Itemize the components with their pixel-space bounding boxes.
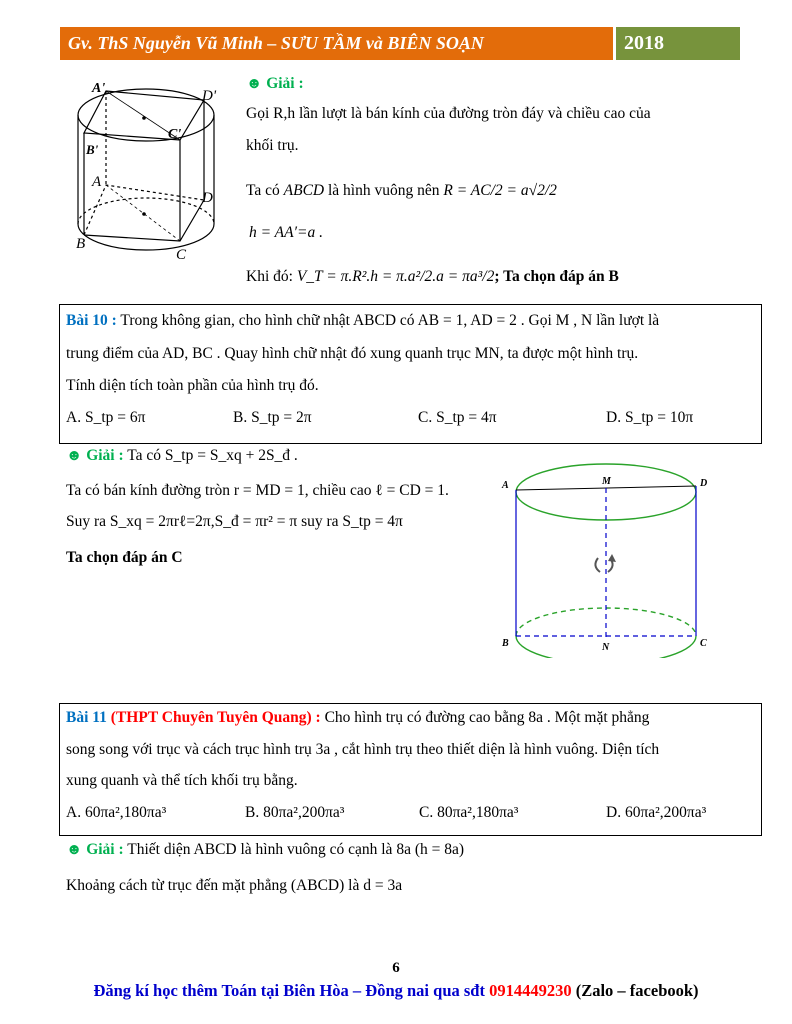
cylinder-figure-1	[72, 78, 232, 263]
header-year: 2018	[616, 27, 740, 60]
bai11-option-b: B. 80πa²,200πa³	[245, 804, 345, 821]
sol9-heading: ☻ Giải :	[246, 75, 304, 92]
bai11-line1: Bài 11 (THPT Chuyên Tuyên Quang) : Cho hình trụ có đường cao bằng 8a . Một mặt phẳng	[66, 709, 650, 726]
bai11-option-c: C. 80πa²,180πa³	[419, 804, 519, 821]
bai11-option-a: A. 60πa²,180πa³	[66, 804, 167, 821]
sol11-line1: ☻ Giải : Thiết diện ABCD là hình vuông có cạnh là 8a (h = 8a)	[66, 841, 465, 858]
page-number: 6	[392, 960, 400, 976]
cylinder-figure-2	[498, 458, 718, 658]
sol11-line2: Khoảng cách từ trục đến mặt phẳng (ABCD) là d = 3a	[66, 877, 403, 894]
sol9-line2: khối trụ.	[246, 137, 299, 154]
sol9-line5: Khi đó: V_T = π.R².h = π.a²/2.a = πa³/2; Ta chọn đáp án B	[246, 268, 619, 285]
label-b-prime: B'	[86, 142, 99, 157]
header-title: Gv. ThS Nguyễn Vũ Minh – SƯU TẦM và BIÊN SOẠN	[60, 27, 613, 60]
bai11-line2: song song với trục và cách trục hình trụ 3a , cắt hình trụ theo thiết diện là hình vuông. Diện tích	[66, 741, 660, 758]
label-c: C	[176, 247, 187, 263]
fig2-label-a: A	[502, 480, 509, 491]
label-b: B	[76, 236, 86, 252]
sol10-line2: Ta có bán kính đường tròn r = MD = 1, chiều cao ℓ = CD = 1.	[66, 482, 449, 499]
bai10-option-d: D. S_tp = 10π	[606, 409, 694, 426]
label-a-prime: A'	[92, 81, 106, 96]
footer: Đăng kí học thêm Toán tại Biên Hòa – Đồng nai qua sđt 0914449230 (Zalo – facebook)	[93, 981, 699, 1000]
bai10-option-c: C. S_tp = 4π	[418, 409, 497, 426]
sol10-heading: ☻ Giải : Ta có S_tp = S_xq + 2S_đ .	[66, 447, 298, 464]
fig2-label-c: C	[700, 638, 707, 649]
bai11-option-d: D. 60πa²,200πa³	[606, 804, 707, 821]
sol10-line3: Suy ra S_xq = 2πrℓ=2π,S_đ = πr² = π suy ra S_tp = 4π	[66, 513, 403, 530]
fig2-label-m: M	[602, 476, 611, 487]
bai10-option-b: B. S_tp = 2π	[233, 409, 312, 426]
bai10-line2: trung điểm của AD, BC . Quay hình chữ nhật đó xung quanh trục MN, ta được một hình trụ.	[66, 345, 639, 362]
fig2-label-d: D	[700, 478, 708, 489]
bai10-option-a: A. S_tp = 6π	[66, 409, 146, 426]
fig2-label-b: B	[502, 638, 509, 649]
label-a: A	[92, 174, 102, 190]
label-d: D	[202, 190, 213, 206]
bai10-line1: Bài 10 : Trong không gian, cho hình chữ nhật ABCD có AB = 1, AD = 2 . Gọi M , N lần lượt là	[66, 312, 660, 329]
bai10-line3: Tính diện tích toàn phần của hình trụ đó.	[66, 377, 319, 394]
bai11-line3: xung quanh và thể tích khối trụ bằng.	[66, 772, 298, 789]
label-c-prime: C'	[168, 127, 182, 142]
sol9-line3: Ta có ABCD là hình vuông nên R = AC/2 = a√2/2	[246, 182, 557, 199]
sol9-line4: h = AA′=a .	[249, 224, 323, 241]
label-d-prime: D'	[202, 88, 217, 104]
sol9-line1: Gọi R,h lần lượt là bán kính của đường tròn đáy và chiều cao của	[246, 105, 651, 122]
sol10-answer: Ta chọn đáp án C	[66, 549, 183, 566]
fig2-label-n: N	[602, 642, 610, 653]
